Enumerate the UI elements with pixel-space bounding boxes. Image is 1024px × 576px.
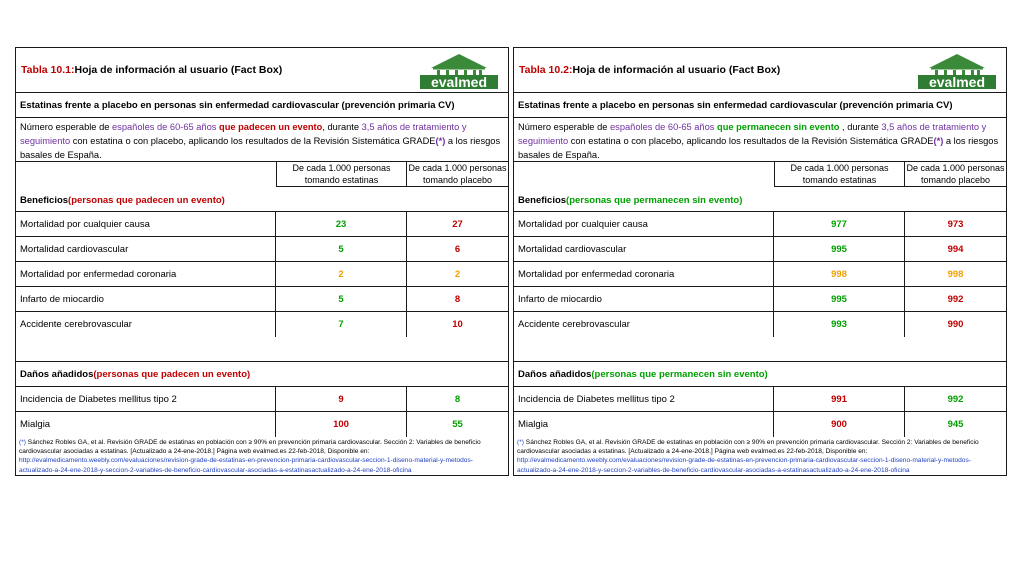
svg-text:evalmed: evalmed — [928, 74, 986, 90]
table-row — [514, 287, 1006, 312]
row-label: Mialgia — [514, 412, 774, 437]
fact-box-subtitle: Estatinas frente a placebo en personas sin enfermedad cardiovascular (prevención primaria CV) — [514, 93, 1006, 118]
spacer-row — [514, 337, 1006, 362]
table-row — [514, 412, 1006, 437]
table-row — [16, 237, 508, 262]
value-placebo: 945 — [947, 419, 964, 430]
fact-box-title — [514, 48, 1006, 93]
footnote: (*) Sánchez Robles GA, et al. Revisión GRADE de estatinas en población con ≥ 90% en prevención primaria cardiovascular. Sección 2: Variables de beneficio cardiovascular asociadas a estatinas. [Actualizado a 24-ene-2018.] Página web evalmed.es 22-feb-2018, Disponible en: http://evalmedicamento.weebly.com/evaluaciones/revision-grade-de-estatinas-en-prevencion-primaria-cardiovascular-seccion-1-diseno-material-y-metodos-actualizado-a-24-ene-2018-y-seccion-2-variables-de-beneficio-cardiovascular-asociadas-a-estatinasactualizado-a-24-ene-2018-oficina — [517, 439, 979, 474]
value-statins: 995 — [774, 287, 905, 311]
table-row — [514, 262, 1006, 287]
value-placebo: 27 — [452, 218, 463, 230]
value-statins: 5 — [276, 237, 407, 261]
footnote-link[interactable]: http://evalmedicamento.weebly.com/evaluaciones/revision-grade-de-estatinas-en-prevencion-primaria-cardiovascular-seccion-1-diseno-material-y-metodos-actualizado-a-24-ene-2018-y-seccion-2-variables-de-beneficio-cardiovascular-asociadas-a-estatinasactualizado-a-24-ene-2018-oficina — [517, 457, 971, 474]
table-row — [16, 262, 508, 287]
fact-box-description: Número esperable de españoles de 60-65 años que padecen un evento, durante 3,5 años de tratamiento y seguimiento con estatina o con placebo, aplicando los resultados de la Revisión Sistemática GRADE(*) a los riesgos basales de España. — [16, 118, 508, 162]
table-number: Tabla 10.2: — [519, 64, 573, 76]
title-text: Hoja de información al usuario (Fact Box) — [572, 64, 781, 76]
value-statins: 9 — [276, 387, 407, 411]
value-placebo: 992 — [947, 393, 964, 405]
column-header-placebo: De cada 1.000 personas tomando placebo — [906, 163, 1005, 185]
value-statins: 995 — [774, 237, 905, 261]
harms-heading: Daños añadidos (personas que permanecen sin evento) — [514, 362, 1006, 387]
row-label: Mortalidad por cualquier causa — [514, 212, 774, 236]
table-row — [514, 387, 1006, 412]
row-label: Infarto de miocardio — [514, 287, 774, 311]
fact-box-1 — [15, 47, 509, 476]
row-label: Accidente cerebrovascular — [16, 312, 276, 337]
row-label: Mortalidad cardiovascular — [16, 237, 276, 261]
value-placebo: 6 — [454, 243, 461, 255]
table-row — [514, 237, 1006, 262]
table-number: Tabla 10.1: — [21, 64, 75, 76]
value-placebo: 973 — [947, 218, 964, 230]
table-row — [16, 387, 508, 412]
value-statins: 991 — [774, 387, 905, 411]
column-header-placebo: De cada 1.000 personas tomando placebo — [408, 163, 507, 185]
footnote: (*) Sánchez Robles GA, et al. Revisión GRADE de estatinas en población con ≥ 90% en prevención primaria cardiovascular. Sección 2: Variables de beneficio cardiovascular asociadas a estatinas. [Actualizado a 24-ene-2018.] Página web evalmed.es 22-feb-2018, Disponible en: http://evalmedicamento.weebly.com/evaluaciones/revision-grade-de-estatinas-en-prevencion-primaria-cardiovascular-seccion-1-diseno-material-y-metodos-actualizado-a-24-ene-2018-y-seccion-2-variables-de-beneficio-cardiovascular-asociadas-a-estatinasactualizado-a-24-ene-2018-oficina — [19, 439, 481, 474]
row-label: Infarto de miocardio — [16, 287, 276, 311]
footnote-link[interactable]: http://evalmedicamento.weebly.com/evaluaciones/revision-grade-de-estatinas-en-prevencion-primaria-cardiovascular-seccion-1-diseno-material-y-metodos-actualizado-a-24-ene-2018-y-seccion-2-variables-de-beneficio-cardiovascular-asociadas-a-estatinasactualizado-a-24-ene-2018-oficina — [19, 457, 473, 474]
evalmed-logo — [917, 52, 997, 90]
fact-box-subtitle: Estatinas frente a placebo en personas sin enfermedad cardiovascular (prevención primaria CV) — [16, 93, 508, 118]
row-label: Incidencia de Diabetes mellitus tipo 2 — [16, 387, 276, 411]
table-row — [514, 212, 1006, 237]
value-placebo: 8 — [454, 393, 461, 405]
row-label: Mortalidad por enfermedad coronaria — [514, 262, 774, 286]
table-row — [16, 412, 508, 437]
table-row — [16, 287, 508, 312]
row-label: Mortalidad cardiovascular — [514, 237, 774, 261]
value-statins: 5 — [276, 287, 407, 311]
value-placebo: 998 — [947, 268, 964, 280]
value-placebo: 994 — [947, 243, 964, 255]
fact-box-description: Número esperable de españoles de 60-65 años que permanecen sin evento , durante 3,5 años de tratamiento y seguimiento con estatina o con placebo, aplicando los resultados de la Revisión Sistemática GRADE(*) a los riesgos basales de España. — [514, 118, 1006, 162]
row-label: Mortalidad por cualquier causa — [16, 212, 276, 236]
column-header-statins: De cada 1.000 personas tomando estatinas — [774, 162, 905, 187]
row-label: Mialgia — [16, 412, 276, 437]
value-placebo: 10 — [452, 319, 463, 330]
column-header-statins: De cada 1.000 personas tomando estatinas — [276, 162, 407, 187]
value-placebo: 2 — [454, 268, 461, 280]
evalmed-logo — [419, 52, 499, 90]
column-header-row — [16, 162, 508, 212]
fact-box-title — [16, 48, 508, 93]
title-text: Hoja de información al usuario (Fact Box) — [74, 64, 283, 76]
benefits-heading: Beneficios (personas que permanecen sin evento) — [518, 194, 743, 206]
table-row — [16, 312, 508, 337]
table-row — [16, 212, 508, 237]
value-statins: 977 — [774, 212, 905, 236]
table-row — [514, 312, 1006, 337]
svg-text:evalmed: evalmed — [430, 74, 488, 90]
value-placebo: 992 — [947, 293, 964, 305]
row-label: Incidencia de Diabetes mellitus tipo 2 — [514, 387, 774, 411]
row-label: Accidente cerebrovascular — [514, 312, 774, 337]
harms-heading: Daños añadidos (personas que padecen un evento) — [16, 362, 508, 387]
value-statins: 23 — [276, 212, 407, 236]
column-header-row — [514, 162, 1006, 212]
spacer-row — [16, 337, 508, 362]
value-statins: 993 — [774, 312, 905, 337]
fact-box-2 — [513, 47, 1007, 476]
benefits-heading: Beneficios (personas que padecen un evento) — [20, 194, 225, 206]
value-statins: 2 — [276, 262, 407, 286]
value-placebo: 990 — [947, 319, 964, 330]
row-label: Mortalidad por enfermedad coronaria — [16, 262, 276, 286]
value-placebo: 55 — [452, 419, 463, 430]
value-placebo: 8 — [454, 293, 461, 305]
value-statins: 998 — [774, 262, 905, 286]
value-statins: 900 — [774, 412, 905, 437]
value-statins: 100 — [276, 412, 407, 437]
value-statins: 7 — [276, 312, 407, 337]
